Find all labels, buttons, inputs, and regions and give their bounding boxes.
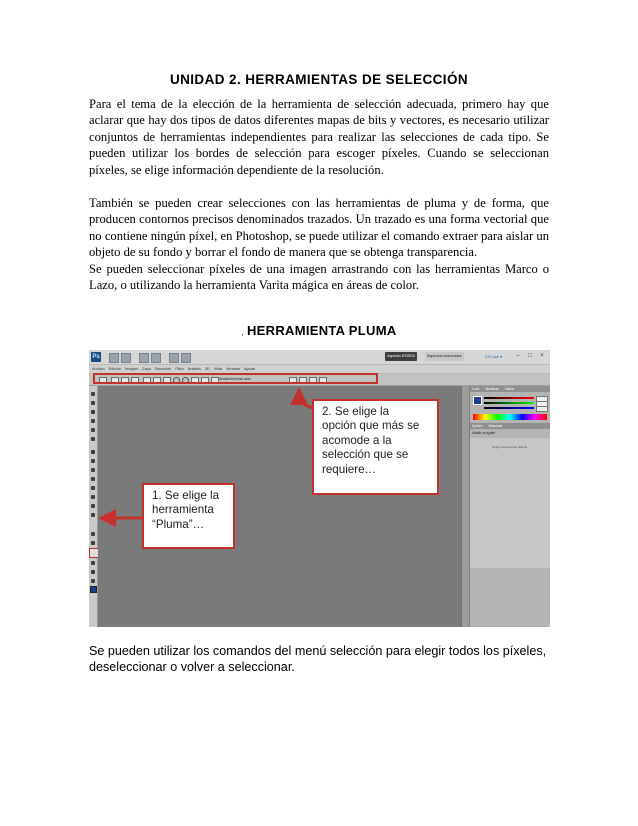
adjustments-label: Añadir un ajuste (472, 431, 496, 435)
no-document-text: Ningún documento abierto (492, 445, 528, 449)
menu-item-capa[interactable]: Capa (141, 367, 151, 371)
menu-item-imagen[interactable]: Imagen (125, 367, 138, 371)
workspace-button-essentials[interactable]: Aspecto ESSEN (385, 352, 417, 361)
menu-item-vista[interactable]: Vista (213, 367, 223, 371)
subtitle-text: HERRAMIENTA PLUMA (246, 323, 397, 338)
tab-color[interactable]: Color (472, 387, 480, 391)
callout-2-line-5: requiere… (322, 462, 377, 476)
tab-swatches[interactable]: Muestras (485, 387, 499, 391)
cs-live-menu[interactable]: CS Live ▾ (485, 354, 503, 359)
callout-option-select (312, 399, 439, 495)
photoshop-logo: Ps (92, 354, 100, 360)
tab-styles[interactable]: Estilos (504, 387, 515, 391)
menu-item-analisis[interactable]: Análisis (187, 367, 201, 371)
paragraph-intro: Para el tema de la elección de la herramienta de selección adecuada, primero hay que aclarar que hay dos tipos de datos diferentes mapas de bits y vectores, es necesario utilizar conjuntos de herramientas independientes para realizar las selecciones de cada tipo. Se pueden utilizar los bordes de selección para escoger píxeles. Cuando se seleccionan píxeles, se elige información dependiente de la resolución. (89, 97, 549, 177)
subtitle-mark: , (241, 328, 244, 337)
arrow-to-options-bar (299, 390, 312, 408)
callout-2-line-1: 2. Se elige la (322, 405, 390, 418)
maximize-icon[interactable]: □ (528, 353, 532, 359)
paragraph-selection-menu: Se pueden utilizar los comandos del menú selección para elegir todos los píxeles, deseleccionar o volver a seleccionar. (89, 644, 547, 675)
paragraph-marquee-lasso: Se pueden seleccionar píxeles de una imagen arrastrando con las herramientas Marco o Lazo, o utilizando la herramienta Varita mágica en áreas de color. (89, 262, 549, 293)
minimize-icon[interactable]: – (516, 353, 520, 359)
paragraph-pen-shapes: También se pueden crear selecciones con las herramientas de pluma y de forma, que producen contornos precisos denominados trazados. Un trazado es una forma vectorial que no contiene ningún píxel, en Photoshop, se puede utilizar el comando extraer para aislar un objeto de su fondo y borrar el fondo de manera que se obtenga transparencia. (89, 196, 549, 260)
photoshop-screenshot (89, 350, 550, 627)
callout-1-line-2: herramienta (152, 503, 214, 517)
workspace-button-aspects[interactable]: Aspectos esenciales (425, 352, 464, 361)
menu-item-ayuda[interactable]: Ayuda (244, 367, 255, 371)
tab-masks[interactable]: Máscaras (488, 424, 503, 428)
menu-item-3d[interactable]: 3D (204, 367, 210, 371)
page-title: UNIDAD 2. HERRAMIENTAS DE SELECCIÓN (169, 72, 469, 87)
callout-1-line-1: 1. Se elige la (152, 489, 220, 502)
menu-item-filtro[interactable]: Filtro (175, 367, 184, 371)
menu-item-archivo[interactable]: Archivo (92, 367, 105, 371)
section-subtitle (0, 323, 638, 338)
menu-item-edicion[interactable]: Edición (108, 367, 122, 371)
tab-adjustments[interactable]: Ajustes (472, 424, 483, 428)
callout-pen-tool (142, 483, 235, 549)
callout-2-line-2: opción que más se (322, 419, 420, 433)
callout-2-line-4: selección que se (322, 448, 409, 462)
close-icon[interactable]: × (540, 353, 544, 359)
callout-1-line-3: “Pluma”… (152, 517, 205, 531)
auto-add-delete-label: Añadir/eliminar auto (219, 377, 251, 381)
callout-2-line-3: acomode a la (322, 433, 392, 447)
menu-item-ventana[interactable]: Ventana (226, 367, 241, 371)
menu-item-seleccion[interactable]: Selección (154, 367, 172, 371)
